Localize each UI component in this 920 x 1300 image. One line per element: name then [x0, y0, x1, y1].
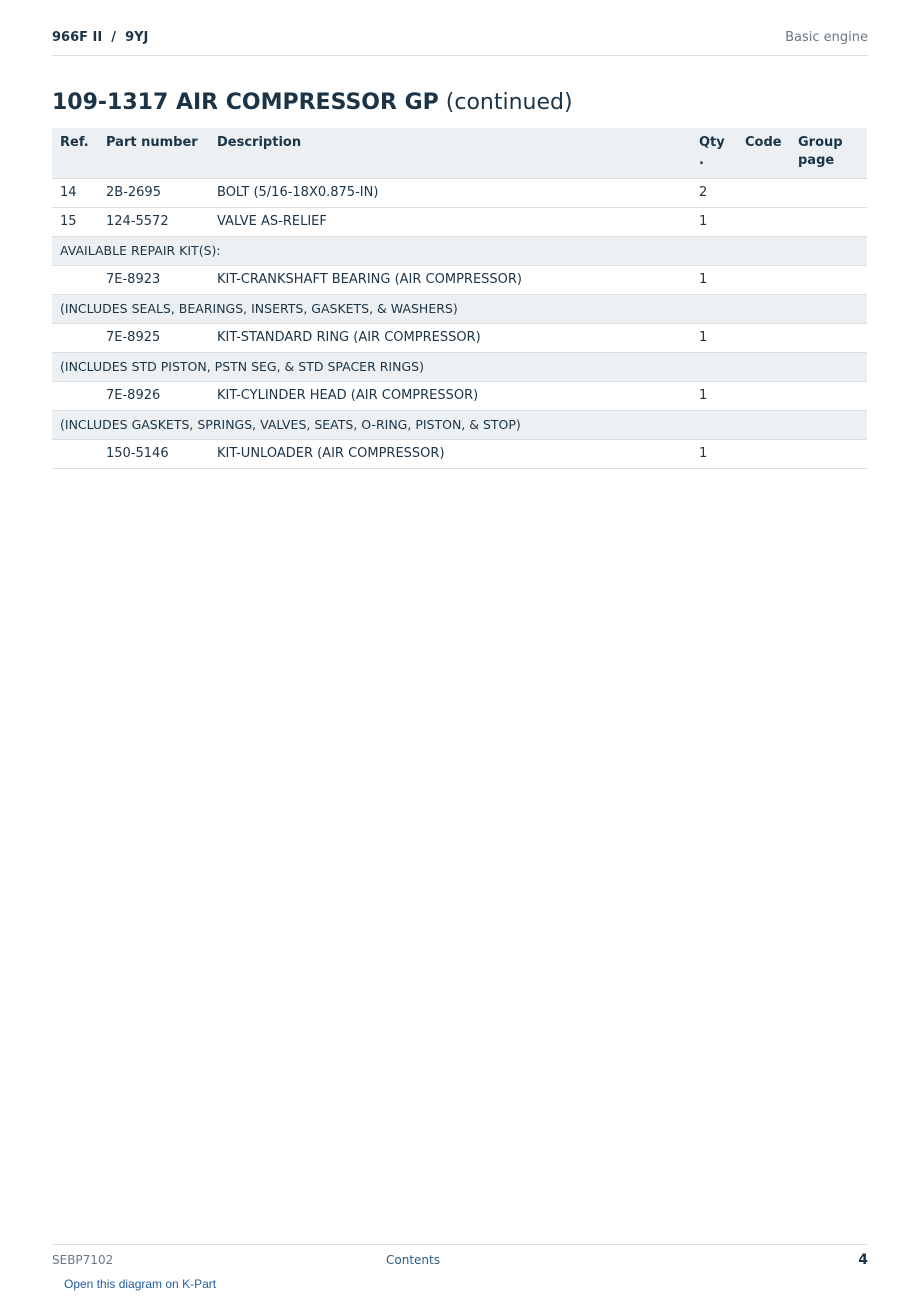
column-header-part-number: Part number	[98, 128, 209, 179]
table-header-row	[52, 128, 867, 179]
table-note-row	[52, 411, 867, 440]
column-header-qty: Qty .	[691, 128, 737, 179]
ref-cell	[52, 324, 98, 353]
part-number-cell: 7E-8926	[98, 382, 209, 411]
footer-rule	[52, 1244, 868, 1245]
section-label: Basic engine	[785, 30, 868, 45]
table-note-row	[52, 353, 867, 382]
ref-cell	[52, 266, 98, 295]
code-cell	[737, 179, 790, 208]
parts-table	[52, 128, 867, 469]
code-cell	[737, 208, 790, 237]
column-header-group-page: Group page	[790, 128, 867, 179]
ref-cell	[52, 382, 98, 411]
ref-cell: 15	[52, 208, 98, 237]
document-id: SEBP7102	[52, 1253, 114, 1267]
title-continued: (continued)	[445, 90, 573, 115]
code-cell	[737, 266, 790, 295]
group-page-cell	[790, 324, 867, 353]
column-header-code: Code	[737, 128, 790, 179]
qty-cell: 1	[691, 324, 737, 353]
group-page-cell	[790, 440, 867, 469]
note-text: (INCLUDES STD PISTON, PSTN SEG, & STD SPACER RINGS)	[52, 353, 867, 382]
table-row	[52, 324, 867, 353]
page-number: 4	[858, 1252, 868, 1268]
description-cell: VALVE AS-RELIEF	[209, 208, 691, 237]
qty-cell: 2	[691, 179, 737, 208]
description-cell: BOLT (5/16-18X0.875-IN)	[209, 179, 691, 208]
ref-cell	[52, 440, 98, 469]
group-title: 109-1317 AIR COMPRESSOR GP	[52, 90, 439, 115]
group-page-cell	[790, 179, 867, 208]
code-cell	[737, 382, 790, 411]
part-number-cell: 7E-8925	[98, 324, 209, 353]
group-page-cell	[790, 208, 867, 237]
note-text: (INCLUDES GASKETS, SPRINGS, VALVES, SEATS, O-RING, PISTON, & STOP)	[52, 411, 867, 440]
qty-cell: 1	[691, 266, 737, 295]
code-cell	[737, 440, 790, 469]
table-row	[52, 266, 867, 295]
part-number-cell: 124-5572	[98, 208, 209, 237]
table-row	[52, 179, 867, 208]
part-number-cell: 2B-2695	[98, 179, 209, 208]
description-cell: KIT-CYLINDER HEAD (AIR COMPRESSOR)	[209, 382, 691, 411]
part-number-cell: 7E-8923	[98, 266, 209, 295]
open-diagram-link[interactable]: Open this diagram on K-Part	[64, 1277, 217, 1291]
table-note-row	[52, 237, 867, 266]
column-header-description: Description	[209, 128, 691, 179]
page-header	[52, 28, 868, 56]
model-serial-label: 966F II / 9YJ	[52, 30, 149, 45]
table-note-row	[52, 295, 867, 324]
ref-cell: 14	[52, 179, 98, 208]
part-number-cell: 150-5146	[98, 440, 209, 469]
description-cell: KIT-UNLOADER (AIR COMPRESSOR)	[209, 440, 691, 469]
group-page-cell	[790, 266, 867, 295]
table-row	[52, 440, 867, 469]
note-text: AVAILABLE REPAIR KIT(S):	[52, 237, 867, 266]
qty-cell: 1	[691, 440, 737, 469]
description-cell: KIT-STANDARD RING (AIR COMPRESSOR)	[209, 324, 691, 353]
note-text: (INCLUDES SEALS, BEARINGS, INSERTS, GASKETS, & WASHERS)	[52, 295, 867, 324]
code-cell	[737, 324, 790, 353]
contents-link[interactable]: Contents	[386, 1253, 440, 1267]
parts-table-body	[52, 179, 867, 469]
group-page-cell	[790, 382, 867, 411]
qty-cell: 1	[691, 208, 737, 237]
description-cell: KIT-CRANKSHAFT BEARING (AIR COMPRESSOR)	[209, 266, 691, 295]
column-header-ref: Ref.	[52, 128, 98, 179]
page-title	[52, 90, 573, 115]
table-row	[52, 208, 867, 237]
qty-cell: 1	[691, 382, 737, 411]
table-row	[52, 382, 867, 411]
